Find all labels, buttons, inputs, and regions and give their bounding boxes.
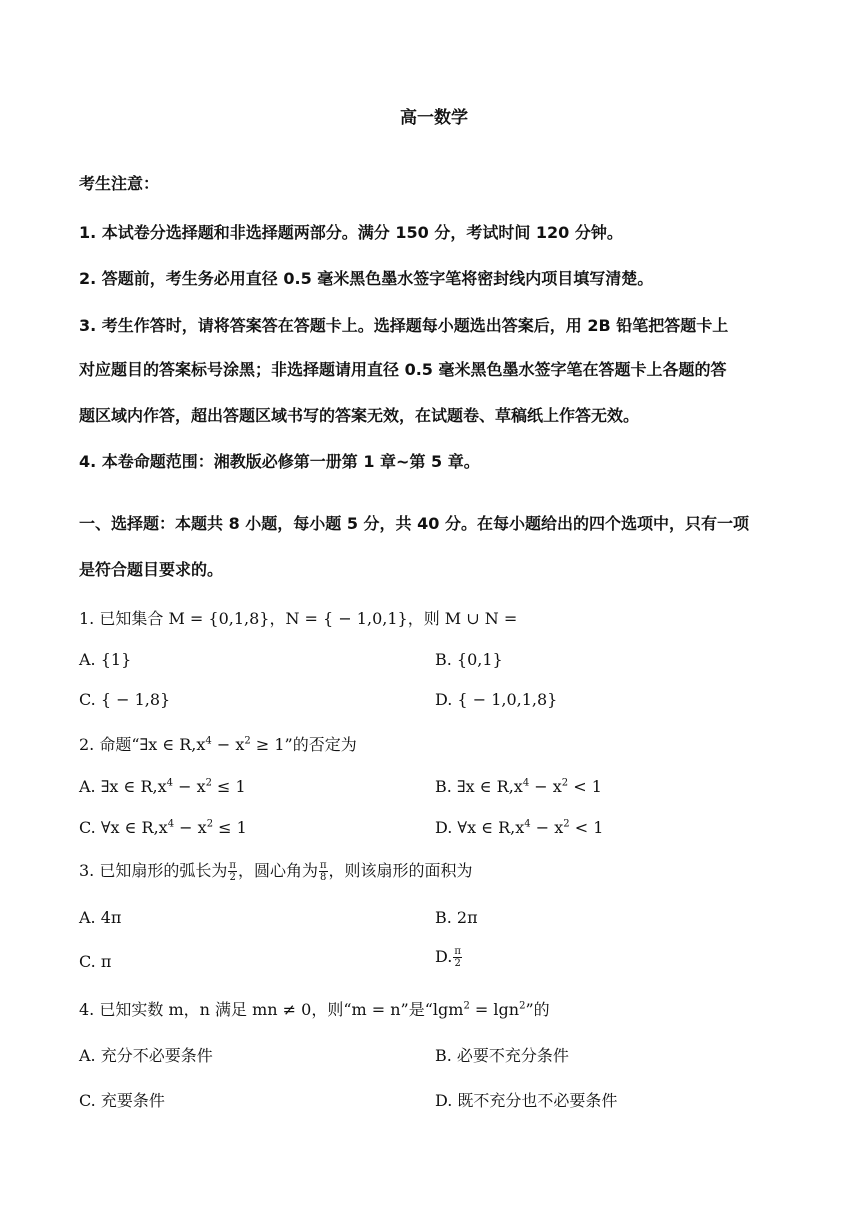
q2-option-c: C. ∀x ∈ $R,x^4 - x^2 \le 1$ [79, 818, 247, 837]
q3-option-c: C. π [79, 952, 112, 971]
q4-option-c: C. 充要条件 [79, 1091, 165, 1110]
notice-heading: 考生注意： [79, 174, 160, 193]
question-2-stem: 2. 命题“∃x ∈ $R,x^4 - x^2 \ge 1$”的否定为 [79, 735, 357, 754]
q3-option-d: D. $\frac{\pi}{2}$ [435, 946, 461, 969]
q2-option-a: A. ∃x ∈ $R,x^4 - x^2 \le 1$ [79, 777, 246, 796]
notice-line-1: 1. 本试卷分选择题和非选择题两部分。满分 150 分，考试时间 120 分钟。 [79, 223, 623, 242]
q4-option-a: A. 充分不必要条件 [79, 1046, 213, 1065]
fraction-pi-over-8: $\frac{\pi}{8}$ [319, 860, 327, 883]
q3-option-a: A. 4π [79, 908, 122, 927]
notice-line-2: 2. 答题前，考生务必用直径 0.5 毫米黑色墨水签字笔将密封线内项目填写清楚。 [79, 269, 654, 288]
notice-line-3: 3. 考生作答时，请将答案答在答题卡上。选择题每小题选出答案后，用 2B 铅笔把答题卡上 [79, 316, 729, 335]
notice-line-5: 题区域内作答，超出答题区域书写的答案无效，在试题卷、草稿纸上作答无效。 [79, 406, 640, 425]
section-heading-line-1: 一、选择题：本题共 8 小题，每小题 5 分，共 40 分。在每小题给出的四个选项中，只有一项 [79, 514, 749, 533]
q3-option-b: B. 2π [435, 908, 478, 927]
notice-line-6: 4. 本卷命题范围：湘教版必修第一册第 1 章~第 5 章。 [79, 452, 480, 471]
section-heading-line-2: 是符合题目要求的。 [79, 560, 224, 579]
q1-option-a: A. {1} [79, 650, 132, 669]
q1-option-b: B. {0,1} [435, 650, 503, 669]
question-1-stem: 1. 已知集合 M = {0,1,8}，N = { − 1,0,1}，则 M ∪ N = [79, 609, 518, 628]
notice-line-4: 对应题目的答案标号涂黑；非选择题请用直径 0.5 毫米黑色墨水签字笔在答题卡上各题的答 [79, 360, 727, 379]
q4-option-d: D. 既不充分也不必要条件 [435, 1091, 618, 1110]
page-title: 高一数学 [400, 108, 468, 128]
q1-option-c: C. { − 1,8} [79, 690, 171, 709]
fraction-pi-over-2: $\frac{\pi}{2}$ [454, 946, 461, 969]
q2-option-b: B. ∃x ∈ $R,x^4 - x^2 < 1$ [435, 777, 602, 796]
q4-option-b: B. 必要不充分条件 [435, 1046, 569, 1065]
q2-option-d: D. ∀x ∈ $R,x^4 - x^2 < 1$ [435, 818, 604, 837]
question-4-stem: 4. 已知实数 m，n 满足 mn ≠ 0，则“m = n”是“lgm$^2$ = lgn$^2$”的 [79, 1000, 550, 1019]
question-3-stem: 3. 已知扇形的弧长为 $\frac{\pi}{2}$ ，圆心角为 $\frac{\pi}{8}$ ，则该扇形的面积为 [79, 860, 473, 883]
fraction-pi-over-2: $\frac{\pi}{2}$ [229, 860, 236, 883]
q1-option-d: D. { − 1,0,1,8} [435, 690, 558, 709]
